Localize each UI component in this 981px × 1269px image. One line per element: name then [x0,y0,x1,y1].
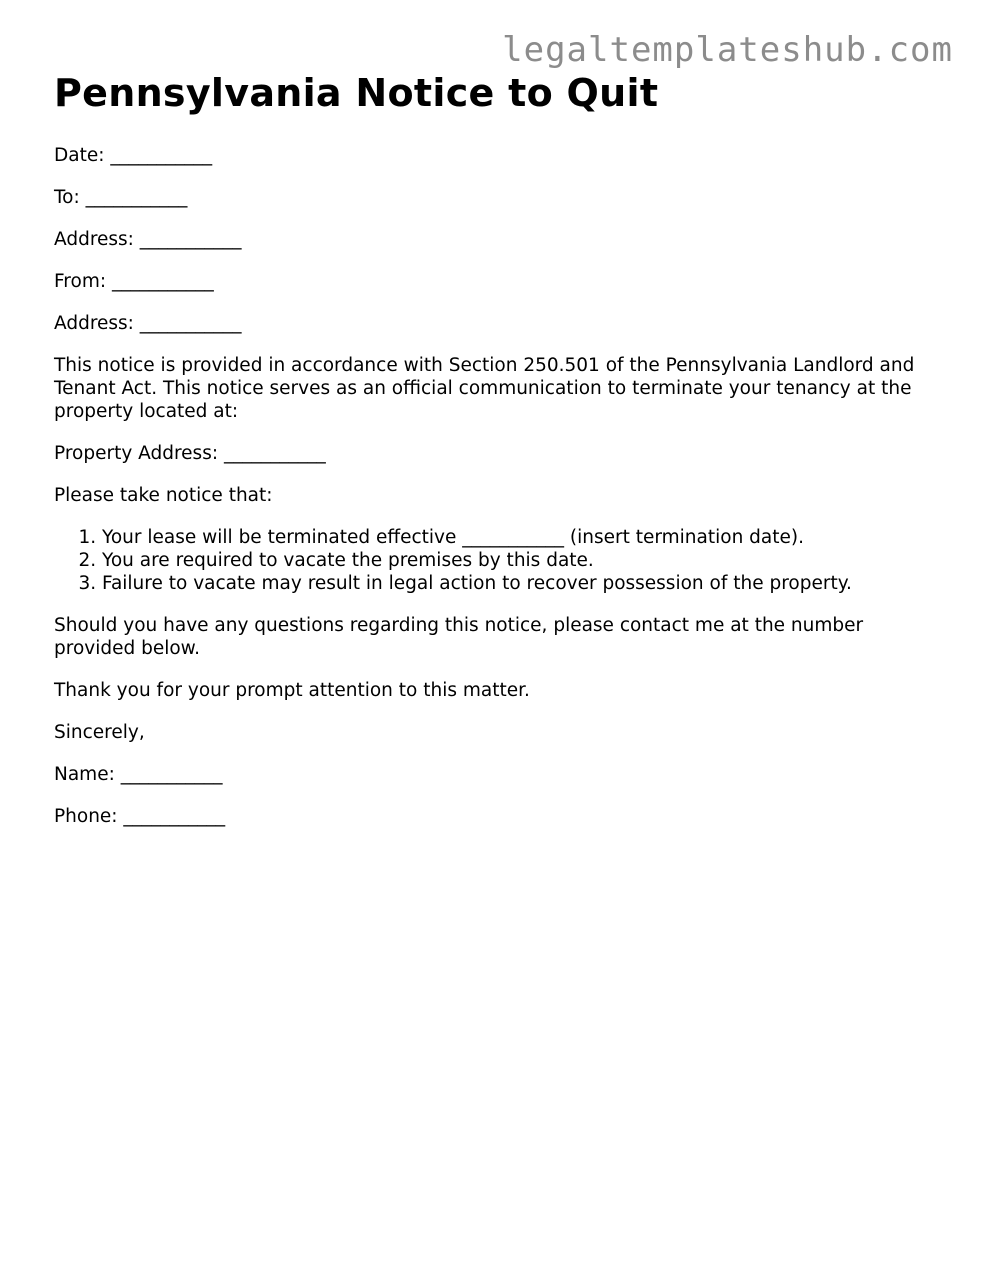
date-field: Date: ___________ [54,145,213,166]
notice-list [54,526,934,595]
property-address-field: Property Address: ___________ [54,443,326,464]
document-body [54,70,934,847]
notice-lead: Please take notice that: [54,485,273,506]
phone-field: Phone: ___________ [54,806,226,827]
list-item: 3. Failure to vacate may result in legal action to recover possession of the property. [102,572,934,595]
closing: Sincerely, [54,722,145,743]
thanks-paragraph: Thank you for your prompt attention to this matter. [54,680,530,701]
from-field: From: ___________ [54,271,214,292]
page-title: Pennsylvania Notice to Quit [54,71,659,115]
from-address-field: Address: ___________ [54,313,242,334]
questions-paragraph: Should you have any questions regarding this notice, please contact me at the number provided below. [54,615,864,659]
name-field: Name: ___________ [54,764,223,785]
list-item: 1. Your lease will be terminated effective ___________ (insert termination date). [102,526,934,549]
to-address-field: Address: ___________ [54,229,242,250]
intro-paragraph: This notice is provided in accordance with Section 250.501 of the Pennsylvania Landlord and Tenant Act. This notice serves as an official communication to terminate your tenancy at the property located at: [54,355,915,422]
watermark: legaltemplateshub.com [502,30,953,70]
list-item: 2. You are required to vacate the premises by this date. [102,549,934,572]
to-field: To: ___________ [54,187,188,208]
